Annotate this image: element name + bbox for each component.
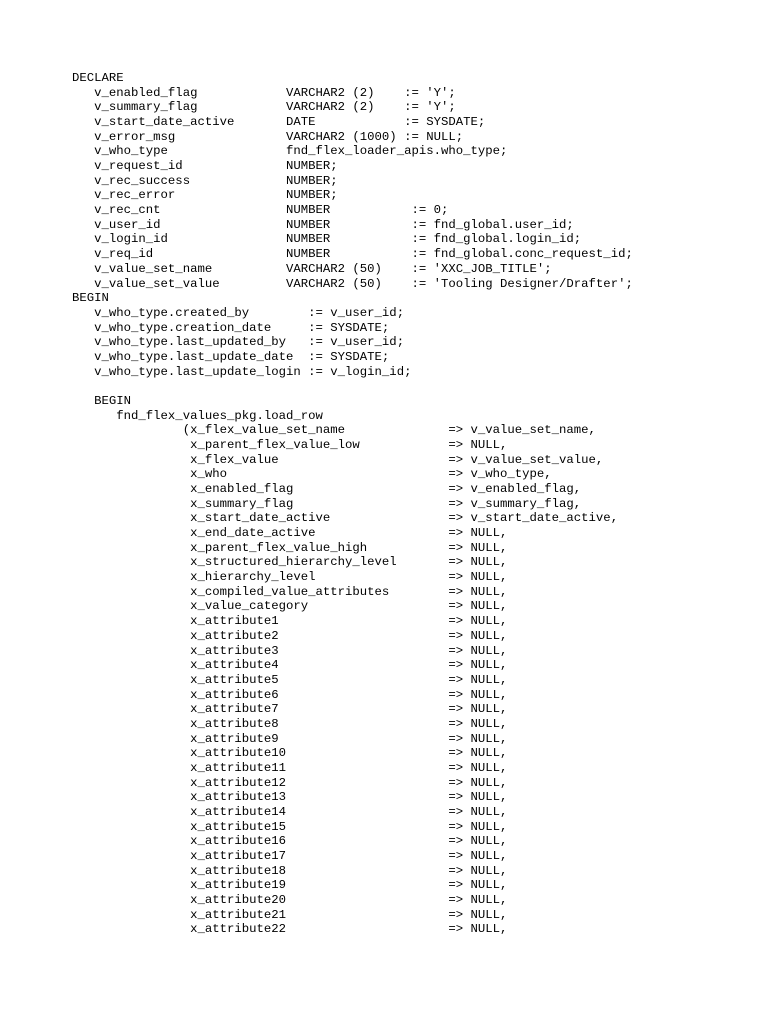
code-line: x_end_date_active => NULL,	[72, 526, 508, 541]
code-line: x_attribute5 => NULL,	[72, 672, 508, 687]
code-line: x_attribute17 => NULL,	[72, 849, 508, 864]
code-line: x_flex_value => v_value_set_value,	[72, 452, 604, 467]
code-line: x_attribute6 => NULL,	[72, 687, 508, 702]
code-line: x_attribute16 => NULL,	[72, 834, 508, 849]
code-line: v_start_date_active DATE := SYSDATE;	[72, 115, 486, 130]
code-line: DECLARE	[72, 71, 124, 85]
code-line: v_req_id NUMBER := fnd_global.conc_request_id;	[72, 247, 633, 262]
code-line: v_summary_flag VARCHAR2 (2) := 'Y';	[72, 100, 456, 115]
code-line: v_who_type.created_by := v_user_id;	[72, 305, 405, 320]
code-line: x_attribute10 => NULL,	[72, 746, 508, 761]
code-line: x_structured_hierarchy_level => NULL,	[72, 555, 508, 570]
code-line: x_attribute13 => NULL,	[72, 790, 508, 805]
code-line: v_value_set_name VARCHAR2 (50) := 'XXC_JOB_TITLE';	[72, 261, 552, 276]
code-line: x_attribute22 => NULL,	[72, 922, 508, 937]
code-line: x_summary_flag => v_summary_flag,	[72, 496, 582, 511]
code-line: (x_flex_value_set_name => v_value_set_name,	[72, 423, 596, 438]
code-line: v_enabled_flag VARCHAR2 (2) := 'Y';	[72, 85, 456, 100]
code-line: x_attribute12 => NULL,	[72, 775, 508, 790]
code-line: x_enabled_flag => v_enabled_flag,	[72, 482, 582, 497]
code-line: x_value_category => NULL,	[72, 599, 508, 614]
code-line: x_attribute11 => NULL,	[72, 760, 508, 775]
code-line: x_attribute9 => NULL,	[72, 731, 508, 746]
code-line: BEGIN	[72, 393, 132, 408]
code-line: v_user_id NUMBER := fnd_global.user_id;	[72, 217, 574, 232]
code-line: v_who_type.creation_date := SYSDATE;	[72, 320, 390, 335]
code-line: fnd_flex_values_pkg.load_row	[72, 408, 323, 423]
code-line: v_who_type.last_update_date := SYSDATE;	[72, 349, 390, 364]
code-line: v_request_id NUMBER;	[72, 159, 338, 174]
code-line: x_attribute21 => NULL,	[72, 907, 508, 922]
code-line: x_attribute15 => NULL,	[72, 819, 508, 834]
code-line: BEGIN	[72, 291, 109, 306]
code-line: x_attribute19 => NULL,	[72, 878, 508, 893]
code-line: v_login_id NUMBER := fnd_global.login_id;	[72, 232, 582, 247]
code-line: x_attribute2 => NULL,	[72, 628, 508, 643]
code-line: x_start_date_active => v_start_date_active,	[72, 511, 619, 526]
code-line: v_who_type.last_updated_by := v_user_id;	[72, 335, 405, 350]
code-line: x_attribute1 => NULL,	[72, 614, 508, 629]
code-line: x_parent_flex_value_low => NULL,	[72, 438, 508, 452]
code-line: x_attribute18 => NULL,	[72, 863, 508, 878]
code-line: x_parent_flex_value_high => NULL,	[72, 540, 508, 555]
code-line: x_attribute8 => NULL,	[72, 716, 508, 731]
code-line: v_rec_error NUMBER;	[72, 188, 338, 203]
code-line: x_who => v_who_type,	[72, 467, 552, 482]
code-line: v_error_msg VARCHAR2 (1000) := NULL;	[72, 129, 464, 144]
code-line: x_attribute14 => NULL,	[72, 805, 508, 819]
code-line: v_value_set_value VARCHAR2 (50) := 'Tooling Designer/Drafter';	[72, 276, 633, 291]
code-line: v_who_type fnd_flex_loader_apis.who_type;	[72, 144, 508, 159]
code-line: v_who_type.last_update_login := v_login_id;	[72, 364, 412, 379]
code-line: x_attribute7 => NULL,	[72, 702, 508, 717]
code-line: x_hierarchy_level => NULL,	[72, 570, 508, 585]
code-line: x_attribute20 => NULL,	[72, 893, 508, 908]
code-line: x_attribute4 => NULL,	[72, 658, 508, 673]
code-line: x_compiled_value_attributes => NULL,	[72, 584, 508, 599]
code-line: v_rec_success NUMBER;	[72, 173, 338, 188]
code-line: v_rec_cnt NUMBER := 0;	[72, 203, 449, 218]
code-line: x_attribute3 => NULL,	[72, 643, 508, 658]
